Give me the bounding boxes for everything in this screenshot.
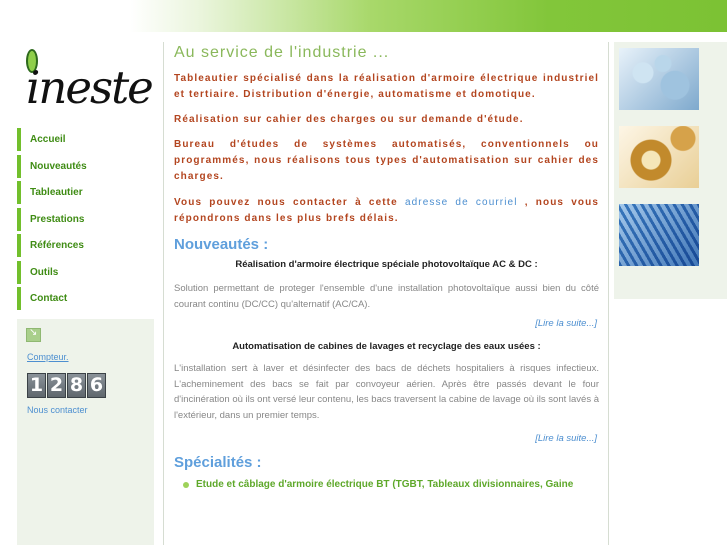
contact-us-link[interactable]: Nous contacter [27,405,88,415]
counter-digit: 1 [27,373,46,398]
specialties-list [174,479,599,490]
contact-paragraph [174,195,599,227]
news-body: L'installation sert à laver et désinfecter des bacs de déchets hospitaliers à risques infectieux. L'acheminement des bacs se fait par convoyeur aérien. Après être passés devant le four d'incinération où ils ont versé leur contenu, les bacs traversent la cabine de lavage où ils sont lavés à l'extérieur, dans un premier temps. [174,363,599,421]
news-body: Solution permettant de proteger l'ensemble d'une installation photovoltaïque aussi bien du côté courant continu (DC/CC) qu'alternatif (AC/CA). [174,283,599,310]
news-title: Automatisation de cabines de lavages et recyclage des eaux usées : [232,341,541,352]
left-column [17,42,154,545]
email-link[interactable]: adresse de courriel [404,197,518,208]
gears-gold-image [619,126,699,188]
menu-item-accueil[interactable]: Accueil [17,128,154,151]
list-item: Etude et câblage d'armoire électrique BT (TGBT, Tableaux divisionnaires, Gaine [196,479,599,490]
counter-digit: 8 [67,373,86,398]
news-item [174,259,599,329]
main-menu [17,128,154,314]
gears-blue-image [619,48,699,110]
menu-item-tableautier[interactable]: Tableautier [17,181,154,204]
arrow-badge-icon[interactable] [26,328,41,342]
logo[interactable] [17,42,154,124]
news-heading: Nouveautés : [174,236,269,253]
counter-digit: 6 [87,373,106,398]
counter-link[interactable]: Compteur. [27,352,69,362]
counter-digit: 2 [47,373,66,398]
visit-counter [27,373,106,398]
right-column [614,42,727,299]
news-item [174,341,599,444]
menu-item-prestations[interactable]: Prestations [17,208,154,231]
top-banner [16,0,727,32]
read-more-link[interactable]: [Lire la suite...] [535,318,597,329]
logo-text: ineste [26,61,152,114]
specialties-heading: Spécialités : [174,454,262,471]
read-more-link[interactable]: [Lire la suite...] [535,433,597,444]
contact-text-before: Vous pouvez nous contacter à cette [174,197,398,208]
main-content [163,42,609,545]
sidebar-box [17,319,154,545]
menu-item-nouveautes[interactable]: Nouveautés [17,155,154,178]
intro-paragraph: Bureau d'études de systèmes automatisés, conventionnels ou programmés, nous réalisons tous types d'automatisation sur cahier des charges. [174,139,599,182]
news-title: Réalisation d'armoire électrique spéciale photovoltaïque AC & DC : [235,259,538,270]
page-title: Au service de l'industrie ... [174,44,390,61]
menu-item-contact[interactable]: Contact [17,287,154,310]
menu-item-references[interactable]: Références [17,234,154,257]
intro-paragraph: Réalisation sur cahier des charges ou sur demande d'étude. [174,114,524,125]
intro-paragraph: Tableautier spécialisé dans la réalisation d'armoire électrique industriel et tertiaire. Distribution d'énergie, automatisme et domotique. [174,73,599,100]
contact-text-after: , nous vous répondrons dans les plus brefs délais. [174,197,599,224]
blue-gear-closeup-image [619,204,699,266]
menu-item-outils[interactable]: Outils [17,261,154,284]
